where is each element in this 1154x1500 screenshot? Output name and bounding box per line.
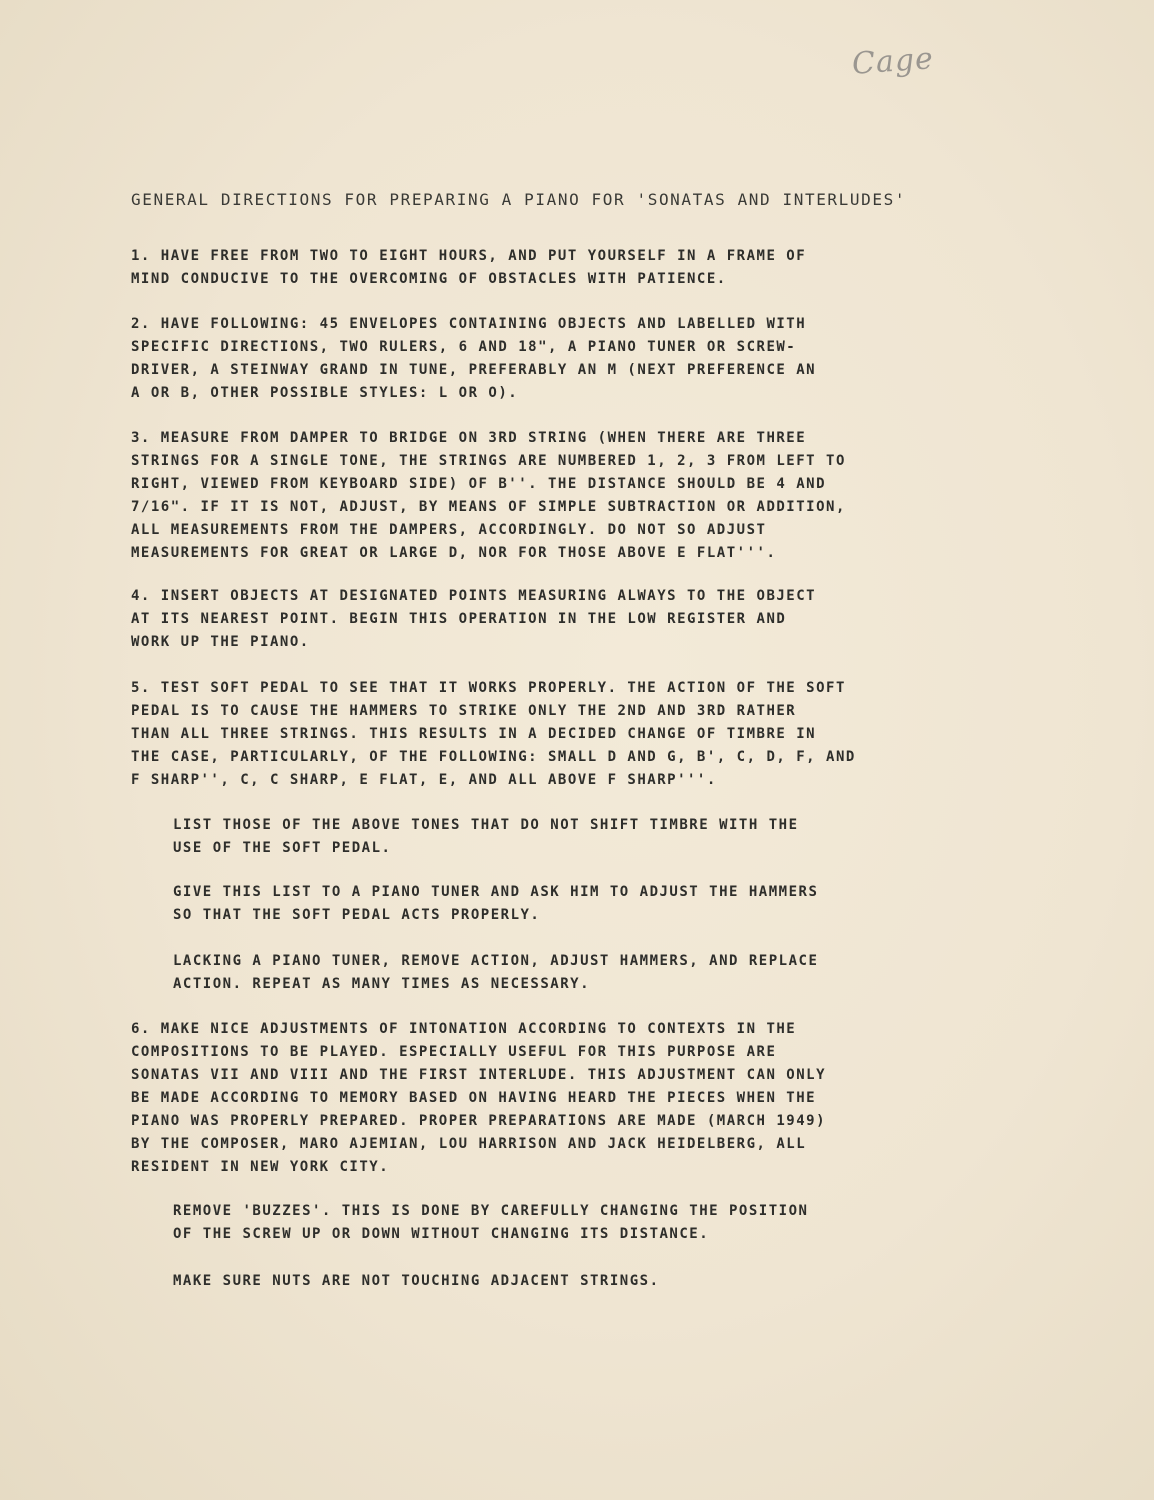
text-line: COMPOSITIONS TO BE PLAYED. ESPECIALLY USEFUL FOR THIS PURPOSE ARE [131, 1044, 777, 1060]
paragraph-5 [131, 677, 1121, 792]
text-line: SONATAS VII AND VIII AND THE FIRST INTERLUDE. THIS ADJUSTMENT CAN ONLY [131, 1067, 827, 1083]
text-line: RIGHT, VIEWED FROM KEYBOARD SIDE) OF B''. THE DISTANCE SHOULD BE 4 AND [131, 476, 827, 492]
text-line: USE OF THE SOFT PEDAL. [173, 840, 392, 856]
text-line: ALL MEASUREMENTS FROM THE DAMPERS, ACCORDINGLY. DO NOT SO ADJUST [131, 522, 767, 538]
text-line: 6. MAKE NICE ADJUSTMENTS OF INTONATION ACCORDING TO CONTEXTS IN THE [131, 1021, 797, 1037]
text-line: THE CASE, PARTICULARLY, OF THE FOLLOWING: SMALL D AND G, B', C, D, F, AND [131, 749, 856, 765]
text-line: 1. HAVE FREE FROM TWO TO EIGHT HOURS, AND PUT YOURSELF IN A FRAME OF [131, 248, 807, 264]
paragraph-6-buzzes [173, 1200, 1123, 1246]
text-line: LIST THOSE OF THE ABOVE TONES THAT DO NOT SHIFT TIMBRE WITH THE [173, 817, 799, 833]
text-line: BY THE COMPOSER, MARO AJEMIAN, LOU HARRISON AND JACK HEIDELBERG, ALL [131, 1136, 807, 1152]
text-line: REMOVE 'BUZZES'. THIS IS DONE BY CAREFULLY CHANGING THE POSITION [173, 1203, 809, 1219]
text-line: STRINGS FOR A SINGLE TONE, THE STRINGS ARE NUMBERED 1, 2, 3 FROM LEFT TO [131, 453, 846, 469]
text-line: 7/16". IF IT IS NOT, ADJUST, BY MEANS OF SIMPLE SUBTRACTION OR ADDITION, [131, 499, 846, 515]
text-line: 3. MEASURE FROM DAMPER TO BRIDGE ON 3RD STRING (WHEN THERE ARE THREE [131, 430, 807, 446]
text-line: PEDAL IS TO CAUSE THE HAMMERS TO STRIKE ONLY THE 2ND AND 3RD RATHER [131, 703, 797, 719]
text-line: ACTION. REPEAT AS MANY TIMES AS NECESSARY. [173, 976, 591, 992]
paragraph-2 [131, 313, 1121, 405]
text-line: 5. TEST SOFT PEDAL TO SEE THAT IT WORKS PROPERLY. THE ACTION OF THE SOFT [131, 680, 846, 696]
paragraph-6 [131, 1018, 1121, 1179]
paragraph-1 [131, 245, 1121, 291]
paragraph-5-tuner [173, 881, 1123, 927]
handwritten-annotation: Cage [850, 41, 935, 82]
text-line: MIND CONDUCIVE TO THE OVERCOMING OF OBSTACLES WITH PATIENCE. [131, 271, 727, 287]
text-line: MEASUREMENTS FOR GREAT OR LARGE D, NOR FOR THOSE ABOVE E FLAT'''. [131, 545, 777, 561]
text-line: 2. HAVE FOLLOWING: 45 ENVELOPES CONTAINING OBJECTS AND LABELLED WITH [131, 316, 807, 332]
text-line: WORK UP THE PIANO. [131, 634, 310, 650]
text-line: THAN ALL THREE STRINGS. THIS RESULTS IN A DECIDED CHANGE OF TIMBRE IN [131, 726, 817, 742]
text-line: MAKE SURE NUTS ARE NOT TOUCHING ADJACENT STRINGS. [173, 1273, 660, 1289]
text-line: SO THAT THE SOFT PEDAL ACTS PROPERLY. [173, 907, 541, 923]
document-title: GENERAL DIRECTIONS FOR PREPARING A PIANO FOR 'SONATAS AND INTERLUDES' [131, 190, 907, 209]
paragraph-3 [131, 427, 1121, 565]
paragraph-4 [131, 585, 1121, 654]
text-line: LACKING A PIANO TUNER, REMOVE ACTION, ADJUST HAMMERS, AND REPLACE [173, 953, 819, 969]
paragraph-5-lacking [173, 950, 1123, 996]
text-line: A OR B, OTHER POSSIBLE STYLES: L OR O). [131, 385, 519, 401]
text-line: AT ITS NEAREST POINT. BEGIN THIS OPERATION IN THE LOW REGISTER AND [131, 611, 787, 627]
text-line: BE MADE ACCORDING TO MEMORY BASED ON HAVING HEARD THE PIECES WHEN THE [131, 1090, 817, 1106]
text-line: DRIVER, A STEINWAY GRAND IN TUNE, PREFERABLY AN M (NEXT PREFERENCE AN [131, 362, 817, 378]
text-line: RESIDENT IN NEW YORK CITY. [131, 1159, 390, 1175]
paragraph-5-list [173, 814, 1123, 860]
text-line: SPECIFIC DIRECTIONS, TWO RULERS, 6 AND 18", A PIANO TUNER OR SCREW- [131, 339, 797, 355]
text-line: GIVE THIS LIST TO A PIANO TUNER AND ASK HIM TO ADJUST THE HAMMERS [173, 884, 819, 900]
text-line: OF THE SCREW UP OR DOWN WITHOUT CHANGING ITS DISTANCE. [173, 1226, 710, 1242]
text-line: PIANO WAS PROPERLY PREPARED. PROPER PREPARATIONS ARE MADE (MARCH 1949) [131, 1113, 827, 1129]
text-line: F SHARP'', C, C SHARP, E FLAT, E, AND ALL ABOVE F SHARP'''. [131, 772, 717, 788]
paragraph-6-nuts [173, 1270, 1123, 1293]
text-line: 4. INSERT OBJECTS AT DESIGNATED POINTS MEASURING ALWAYS TO THE OBJECT [131, 588, 817, 604]
